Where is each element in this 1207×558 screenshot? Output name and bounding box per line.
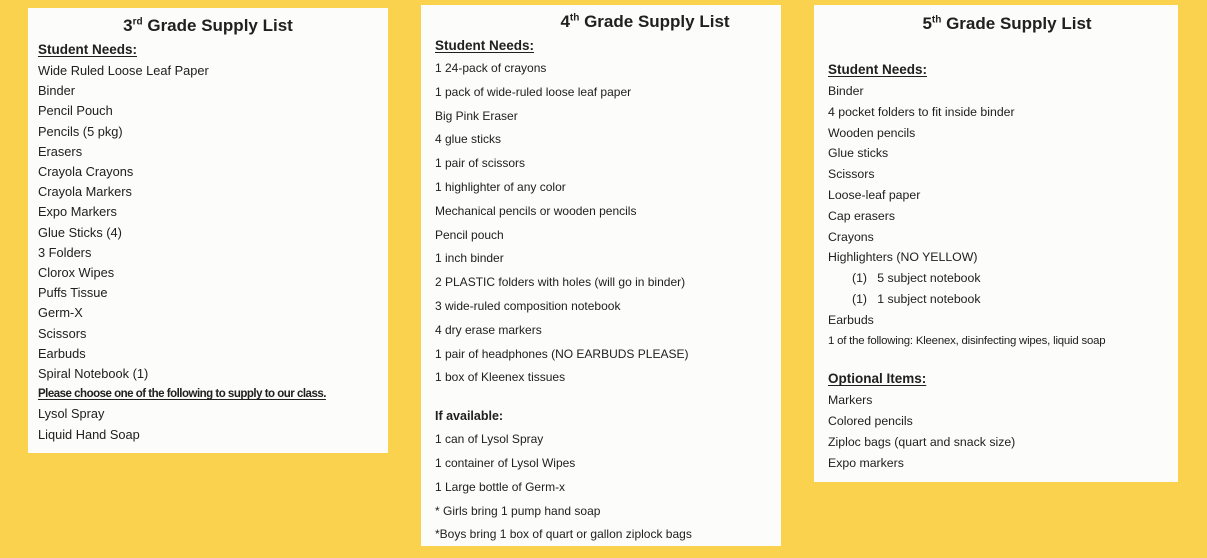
list-item: Liquid Hand Soap xyxy=(38,426,140,442)
if-available-heading: If available: xyxy=(435,409,504,424)
list-item: Highlighters (NO YELLOW) xyxy=(828,250,978,265)
ordinal-suffix: th xyxy=(931,14,942,26)
choose-one-note: Please choose one of the following to supply to our class. xyxy=(38,388,326,401)
student-needs-heading: Student Needs: xyxy=(828,62,928,77)
list-item: Ziploc bags (quart and snack size) xyxy=(828,434,1016,449)
list-item: Crayons xyxy=(828,229,874,244)
list-item: 3 Folders xyxy=(38,244,92,260)
list-item: Loose-leaf paper xyxy=(828,187,921,202)
list-item: 4 dry erase markers xyxy=(435,322,542,337)
list-item: (1) 5 subject notebook xyxy=(852,271,981,286)
list-item: Wooden pencils xyxy=(828,125,916,140)
optional-items-list xyxy=(828,390,1164,473)
list-item: Big Pink Eraser xyxy=(435,108,518,123)
ordinal-suffix: rd xyxy=(132,16,143,28)
list-item: Earbuds xyxy=(828,312,874,327)
student-needs-heading: Student Needs: xyxy=(435,38,535,53)
title-text: Grade Supply List xyxy=(579,12,730,31)
list-item: Glue Sticks (4) xyxy=(38,224,122,240)
grade-number: 4 xyxy=(560,12,570,31)
list-item: Germ-X xyxy=(38,305,83,321)
student-needs-list xyxy=(38,61,378,384)
title-text: Grade Supply List xyxy=(142,16,293,35)
ordinal-suffix: th xyxy=(569,12,580,24)
optional-items-heading: Optional Items: xyxy=(828,371,927,387)
list-item: 1 container of Lysol Wipes xyxy=(435,455,576,470)
title-text: Grade Supply List xyxy=(941,14,1092,33)
list-item: Earbuds xyxy=(38,345,86,361)
list-item: 4 glue sticks xyxy=(435,132,502,147)
list-item: Cap erasers xyxy=(828,208,895,223)
list-item: 1 of the following: Kleenex, disinfecting wipes, liquid soap xyxy=(828,334,1106,347)
student-needs-list xyxy=(828,81,1164,351)
list-item: Binder xyxy=(38,83,75,99)
student-needs-list xyxy=(435,57,767,390)
list-item: Glue sticks xyxy=(828,146,889,161)
list-item: Lysol Spray xyxy=(38,406,105,422)
if-available-list xyxy=(435,428,767,546)
list-item: Markers xyxy=(828,393,873,408)
list-item: 2 PLASTIC folders with holes (will go in binder) xyxy=(435,275,686,290)
list-item: Clorox Wipes xyxy=(38,265,115,281)
list-item: Binder xyxy=(828,84,864,98)
supply-card-4th-grade xyxy=(421,5,781,546)
supply-card-3rd-grade xyxy=(28,8,388,453)
list-item: Pencil pouch xyxy=(435,227,504,242)
list-item: Pencil Pouch xyxy=(38,103,113,119)
list-item: 1 pair of headphones (NO EARBUDS PLEASE) xyxy=(435,346,689,361)
student-needs-heading: Student Needs: xyxy=(38,42,138,57)
list-item: Pencils (5 pkg) xyxy=(38,123,123,139)
list-item: 3 wide-ruled composition notebook xyxy=(435,298,621,313)
choose-one-list xyxy=(38,404,378,444)
card-title-3rd xyxy=(38,13,378,38)
list-item: (1) 1 subject notebook xyxy=(852,291,981,306)
list-item: 1 pair of scissors xyxy=(435,156,526,171)
card-title-5th xyxy=(828,11,1164,36)
card-title-4th xyxy=(435,9,767,34)
list-item: 4 pocket folders to fit inside binder xyxy=(828,104,1015,119)
list-item: Crayola Crayons xyxy=(38,164,134,180)
list-item: Crayola Markers xyxy=(38,184,132,200)
supply-card-5th-grade xyxy=(814,5,1178,482)
list-item: 1 box of Kleenex tissues xyxy=(435,370,566,385)
list-item: Puffs Tissue xyxy=(38,285,108,301)
list-item: Expo markers xyxy=(828,455,904,470)
list-item: Erasers xyxy=(38,143,83,159)
list-item: * Girls bring 1 pump hand soap xyxy=(435,503,601,518)
list-item: Colored pencils xyxy=(828,414,913,429)
list-item: Expo Markers xyxy=(38,204,117,220)
list-item: Scissors xyxy=(38,325,87,341)
grade-number: 3 xyxy=(123,16,133,35)
list-item: 1 24-pack of crayons xyxy=(435,61,547,75)
list-item: *Boys bring 1 box of quart or gallon ziplock bags xyxy=(435,527,692,542)
list-item: 1 Large bottle of Germ-x xyxy=(435,479,566,494)
list-item: 1 pack of wide-ruled loose leaf paper xyxy=(435,84,632,99)
grade-number: 5 xyxy=(922,14,932,33)
list-item: Wide Ruled Loose Leaf Paper xyxy=(38,63,209,78)
list-item: 1 highlighter of any color xyxy=(435,179,566,194)
list-item: Spiral Notebook (1) xyxy=(38,366,149,382)
list-item: Mechanical pencils or wooden pencils xyxy=(435,203,637,218)
list-item: 1 inch binder xyxy=(435,251,504,266)
list-item: Scissors xyxy=(828,167,875,182)
list-item: 1 can of Lysol Spray xyxy=(435,432,544,447)
